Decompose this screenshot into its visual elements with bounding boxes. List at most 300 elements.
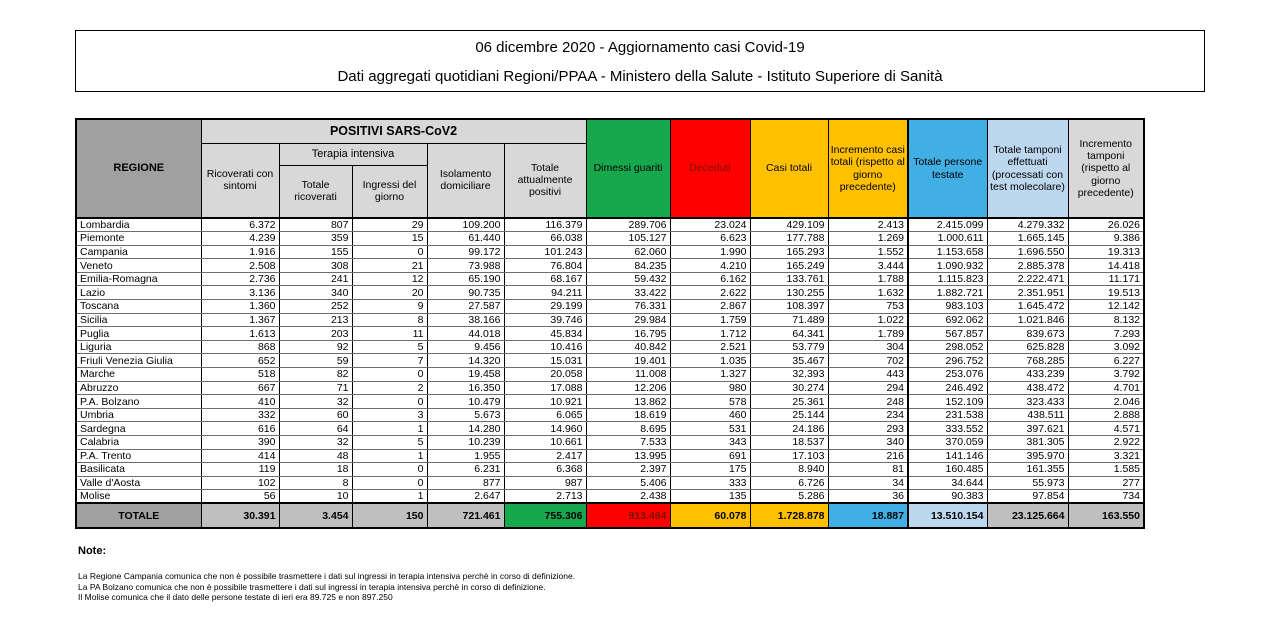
table-cell: 296.752 xyxy=(908,354,987,368)
table-cell: 3.136 xyxy=(201,286,279,300)
region-name: Basilicata xyxy=(76,463,201,477)
table-cell: 6.623 xyxy=(670,232,750,246)
table-cell: 14.960 xyxy=(504,422,586,436)
table-cell: 29.199 xyxy=(504,300,586,314)
report-title: 06 dicembre 2020 - Aggiornamento casi Covid-19 xyxy=(475,39,805,56)
table-cell: 433.239 xyxy=(987,368,1068,382)
table-cell: 1.367 xyxy=(201,313,279,327)
table-cell: 333.552 xyxy=(908,422,987,436)
table-cell: 19.401 xyxy=(586,354,670,368)
table-cell: 691 xyxy=(670,449,750,463)
table-cell: 13.862 xyxy=(586,395,670,409)
table-cell: 20.058 xyxy=(504,368,586,382)
table-cell: 253.076 xyxy=(908,368,987,382)
table-cell: 81 xyxy=(828,463,908,477)
table-cell: 2.622 xyxy=(670,286,750,300)
table-cell: 4.571 xyxy=(1068,422,1144,436)
table-cell: 397.621 xyxy=(987,422,1068,436)
table-cell: 6.227 xyxy=(1068,354,1144,368)
region-name: Liguria xyxy=(76,340,201,354)
table-cell: 983.103 xyxy=(908,300,987,314)
table-cell: 1 xyxy=(352,449,427,463)
table-cell: 155 xyxy=(279,245,352,259)
table-cell: 1.327 xyxy=(670,368,750,382)
table-cell: 625.828 xyxy=(987,340,1068,354)
table-cell: 36 xyxy=(828,490,908,504)
table-cell: 390 xyxy=(201,436,279,450)
table-cell: 30.274 xyxy=(750,381,828,395)
table-cell: 4.210 xyxy=(670,259,750,273)
table-cell: 11.171 xyxy=(1068,272,1144,286)
table-cell: 10.661 xyxy=(504,436,586,450)
table-row xyxy=(76,408,1144,422)
table-cell: 1.632 xyxy=(828,286,908,300)
table-cell: 165.293 xyxy=(750,245,828,259)
table-cell: 18.537 xyxy=(750,436,828,450)
table-cell: 10.239 xyxy=(427,436,504,450)
table-cell: 34.644 xyxy=(908,476,987,490)
table-cell: 1.955 xyxy=(427,449,504,463)
table-cell: 14.418 xyxy=(1068,259,1144,273)
table-cell: 1.360 xyxy=(201,300,279,314)
table-row xyxy=(76,327,1144,341)
table-cell: 66.038 xyxy=(504,232,586,246)
table-cell: 19.513 xyxy=(1068,286,1144,300)
table-row xyxy=(76,218,1144,232)
table-cell: 6.231 xyxy=(427,463,504,477)
table-cell: 135 xyxy=(670,490,750,504)
table-cell: 460 xyxy=(670,408,750,422)
col-header-tamponi: Totale tamponi effettuati (processati con test molecolare) xyxy=(987,119,1068,218)
table-row xyxy=(76,368,1144,382)
table-cell: 38.166 xyxy=(427,313,504,327)
region-name: Toscana xyxy=(76,300,201,314)
col-header-incremento-tamponi: Incremento tamponi (rispetto al giorno precedente) xyxy=(1068,119,1144,218)
table-row xyxy=(76,245,1144,259)
table-cell: 2.222.471 xyxy=(987,272,1068,286)
table-cell: 48 xyxy=(279,449,352,463)
table-cell: 578 xyxy=(670,395,750,409)
table-cell: 11 xyxy=(352,327,427,341)
table-cell: 340 xyxy=(828,436,908,450)
table-cell: 99.172 xyxy=(427,245,504,259)
table-cell: 1.090.932 xyxy=(908,259,987,273)
table-cell: 59.432 xyxy=(586,272,670,286)
table-cell: 64.341 xyxy=(750,327,828,341)
table-cell: 1.759 xyxy=(670,313,750,327)
table-row xyxy=(76,449,1144,463)
table-cell: 5 xyxy=(352,436,427,450)
table-row xyxy=(76,340,1144,354)
table-cell: 10.479 xyxy=(427,395,504,409)
table-cell: 130.255 xyxy=(750,286,828,300)
table-cell: 55.973 xyxy=(987,476,1068,490)
table-cell: 2.521 xyxy=(670,340,750,354)
table-cell: 333 xyxy=(670,476,750,490)
table-cell: 15.031 xyxy=(504,354,586,368)
region-name: Calabria xyxy=(76,436,201,450)
region-name: Campania xyxy=(76,245,201,259)
table-cell: 101.243 xyxy=(504,245,586,259)
table-row xyxy=(76,463,1144,477)
table-cell: 45.834 xyxy=(504,327,586,341)
table-body xyxy=(76,218,1144,528)
table-cell: 323.433 xyxy=(987,395,1068,409)
table-cell: 76.804 xyxy=(504,259,586,273)
table-cell: 150 xyxy=(352,503,427,528)
table-cell: 3.092 xyxy=(1068,340,1144,354)
table-cell: 68.167 xyxy=(504,272,586,286)
table-row xyxy=(76,300,1144,314)
table-cell: 203 xyxy=(279,327,352,341)
table-cell: 1 xyxy=(352,490,427,504)
table-cell: 32.393 xyxy=(750,368,828,382)
table-cell: 10.416 xyxy=(504,340,586,354)
table-cell: 16.795 xyxy=(586,327,670,341)
table-cell: 1.021.846 xyxy=(987,313,1068,327)
total-label: TOTALE xyxy=(76,503,201,528)
table-cell: 8.695 xyxy=(586,422,670,436)
table-cell: 2.508 xyxy=(201,259,279,273)
table-cell: 1.645.472 xyxy=(987,300,1068,314)
table-cell: 2.351.951 xyxy=(987,286,1068,300)
table-cell: 9.386 xyxy=(1068,232,1144,246)
table-cell: 1.153.658 xyxy=(908,245,987,259)
table-cell: 10.921 xyxy=(504,395,586,409)
table-cell: 0 xyxy=(352,463,427,477)
table-cell: 1.916 xyxy=(201,245,279,259)
table-cell: 308 xyxy=(279,259,352,273)
table-cell: 3 xyxy=(352,408,427,422)
table-cell: 234 xyxy=(828,408,908,422)
table-cell: 8 xyxy=(279,476,352,490)
table-cell: 13.995 xyxy=(586,449,670,463)
table-cell: 1.990 xyxy=(670,245,750,259)
table-cell: 5.406 xyxy=(586,476,670,490)
table-cell: 177.788 xyxy=(750,232,828,246)
col-header-isolamento-domiciliare: Isolamento domiciliare xyxy=(427,143,504,218)
table-cell: 616 xyxy=(201,422,279,436)
region-name: P.A. Bolzano xyxy=(76,395,201,409)
table-cell: 105.127 xyxy=(586,232,670,246)
table-cell: 1.696.550 xyxy=(987,245,1068,259)
table-cell: 165.249 xyxy=(750,259,828,273)
region-name: Sicilia xyxy=(76,313,201,327)
table-cell: 24.186 xyxy=(750,422,828,436)
region-name: Emilia-Romagna xyxy=(76,272,201,286)
table-cell: 90.735 xyxy=(427,286,504,300)
table-row xyxy=(76,232,1144,246)
total-row xyxy=(76,503,1144,528)
table-cell: 980 xyxy=(670,381,750,395)
table-cell: 0 xyxy=(352,368,427,382)
table-cell: 23.125.664 xyxy=(987,503,1068,528)
table-row xyxy=(76,422,1144,436)
table-cell: 2.647 xyxy=(427,490,504,504)
table-cell: 7.293 xyxy=(1068,327,1144,341)
table-cell: 116.379 xyxy=(504,218,586,232)
region-name: Valle d'Aosta xyxy=(76,476,201,490)
table-cell: 1.585 xyxy=(1068,463,1144,477)
table-cell: 755.306 xyxy=(504,503,586,528)
table-cell: 12 xyxy=(352,272,427,286)
table-cell: 29.984 xyxy=(586,313,670,327)
table-cell: 141.146 xyxy=(908,449,987,463)
table-row xyxy=(76,272,1144,286)
table-cell: 1.552 xyxy=(828,245,908,259)
table-cell: 246.492 xyxy=(908,381,987,395)
table-cell: 1.728.878 xyxy=(750,503,828,528)
table-cell: 18.887 xyxy=(828,503,908,528)
table-cell: 395.970 xyxy=(987,449,1068,463)
table-cell: 20 xyxy=(352,286,427,300)
table-cell: 25.361 xyxy=(750,395,828,409)
col-header-incremento-casi: Incremento casi totali (rispetto al giorno precedente) xyxy=(828,119,908,218)
notes-section xyxy=(78,545,575,603)
notes-label: Note: xyxy=(78,545,107,557)
table-cell: 2.413 xyxy=(828,218,908,232)
table-cell: 370.059 xyxy=(908,436,987,450)
table-cell: 73.988 xyxy=(427,259,504,273)
table-cell: 4.701 xyxy=(1068,381,1144,395)
table-cell: 1.613 xyxy=(201,327,279,341)
table-cell: 768.285 xyxy=(987,354,1068,368)
region-name: Piemonte xyxy=(76,232,201,246)
table-cell: 753 xyxy=(828,300,908,314)
col-header-regione: REGIONE xyxy=(76,119,201,218)
table-cell: 11.008 xyxy=(586,368,670,382)
table-cell: 0 xyxy=(352,245,427,259)
table-cell: 414 xyxy=(201,449,279,463)
table-cell: 23.024 xyxy=(670,218,750,232)
table-header xyxy=(76,119,1144,218)
table-cell: 987 xyxy=(504,476,586,490)
table-cell: 1.789 xyxy=(828,327,908,341)
table-cell: 1.269 xyxy=(828,232,908,246)
table-cell: 359 xyxy=(279,232,352,246)
region-name: Abruzzo xyxy=(76,381,201,395)
table-cell: 3.454 xyxy=(279,503,352,528)
table-row xyxy=(76,354,1144,368)
table-cell: 231.538 xyxy=(908,408,987,422)
col-header-ricoverati-con-sintomi: Ricoverati con sintomi xyxy=(201,143,279,218)
table-cell: 12.142 xyxy=(1068,300,1144,314)
table-cell: 734 xyxy=(1068,490,1144,504)
table-cell: 30.391 xyxy=(201,503,279,528)
table-cell: 2.397 xyxy=(586,463,670,477)
table-cell: 32 xyxy=(279,395,352,409)
table-cell: 1.035 xyxy=(670,354,750,368)
table-cell: 64 xyxy=(279,422,352,436)
table-cell: 1.882.721 xyxy=(908,286,987,300)
table-cell: 241 xyxy=(279,272,352,286)
table-cell: 61.440 xyxy=(427,232,504,246)
table-cell: 289.706 xyxy=(586,218,670,232)
table-cell: 2.922 xyxy=(1068,436,1144,450)
region-name: Lazio xyxy=(76,286,201,300)
table-cell: 877 xyxy=(427,476,504,490)
table-cell: 102 xyxy=(201,476,279,490)
table-cell: 692.062 xyxy=(908,313,987,327)
table-cell: 14.280 xyxy=(427,422,504,436)
table-cell: 531 xyxy=(670,422,750,436)
table-cell: 2.438 xyxy=(586,490,670,504)
table-cell: 721.461 xyxy=(427,503,504,528)
table-cell: 19.458 xyxy=(427,368,504,382)
table-cell: 438.511 xyxy=(987,408,1068,422)
table-cell: 84.235 xyxy=(586,259,670,273)
region-name: Molise xyxy=(76,490,201,504)
region-name: Umbria xyxy=(76,408,201,422)
table-cell: 26.026 xyxy=(1068,218,1144,232)
table-cell: 2.046 xyxy=(1068,395,1144,409)
table-cell: 133.761 xyxy=(750,272,828,286)
table-cell: 3.444 xyxy=(828,259,908,273)
table-cell: 60.078 xyxy=(670,503,750,528)
table-cell: 40.842 xyxy=(586,340,670,354)
table-cell: 108.397 xyxy=(750,300,828,314)
table-cell: 3.321 xyxy=(1068,449,1144,463)
table-cell: 94.211 xyxy=(504,286,586,300)
table-cell: 8.940 xyxy=(750,463,828,477)
col-header-ingressi-del-giorno: Ingressi del giorno xyxy=(352,165,427,218)
table-cell: 839.673 xyxy=(987,327,1068,341)
table-cell: 6.368 xyxy=(504,463,586,477)
table-cell: 13.510.154 xyxy=(908,503,987,528)
table-row xyxy=(76,286,1144,300)
table-cell: 429.109 xyxy=(750,218,828,232)
table-cell: 567.857 xyxy=(908,327,987,341)
table-cell: 12.206 xyxy=(586,381,670,395)
table-cell: 8.132 xyxy=(1068,313,1144,327)
table-cell: 343 xyxy=(670,436,750,450)
table-cell: 163.550 xyxy=(1068,503,1144,528)
region-name: Sardegna xyxy=(76,422,201,436)
table-cell: 248 xyxy=(828,395,908,409)
col-header-casi-totali: Casi totali xyxy=(750,119,828,218)
col-header-persone-testate: Totale persone testate xyxy=(908,119,987,218)
table-row xyxy=(76,490,1144,504)
table-cell: 2.415.099 xyxy=(908,218,987,232)
table-cell: 6.372 xyxy=(201,218,279,232)
report-header xyxy=(75,30,1205,92)
table-cell: 868 xyxy=(201,340,279,354)
covid-data-table xyxy=(75,118,1145,529)
table-cell: 5.673 xyxy=(427,408,504,422)
table-cell: 39.746 xyxy=(504,313,586,327)
table-cell: 60 xyxy=(279,408,352,422)
table-cell: 10 xyxy=(279,490,352,504)
table-cell: 2.885.378 xyxy=(987,259,1068,273)
region-name: P.A. Trento xyxy=(76,449,201,463)
table-cell: 33.422 xyxy=(586,286,670,300)
table-cell: 340 xyxy=(279,286,352,300)
table-cell: 5 xyxy=(352,340,427,354)
region-name: Marche xyxy=(76,368,201,382)
table-cell: 0 xyxy=(352,476,427,490)
table-cell: 2.736 xyxy=(201,272,279,286)
table-cell: 17.103 xyxy=(750,449,828,463)
table-cell: 34 xyxy=(828,476,908,490)
table-cell: 97.854 xyxy=(987,490,1068,504)
table-cell: 119 xyxy=(201,463,279,477)
region-name: Puglia xyxy=(76,327,201,341)
table-cell: 277 xyxy=(1068,476,1144,490)
col-header-totale-ricoverati: Totale ricoverati xyxy=(279,165,352,218)
table-cell: 2.713 xyxy=(504,490,586,504)
table-cell: 71 xyxy=(279,381,352,395)
table-row xyxy=(76,313,1144,327)
table-cell: 109.200 xyxy=(427,218,504,232)
table-cell: 65.190 xyxy=(427,272,504,286)
table-cell: 32 xyxy=(279,436,352,450)
table-cell: 7.533 xyxy=(586,436,670,450)
table-cell: 76.331 xyxy=(586,300,670,314)
table-row xyxy=(76,259,1144,273)
table-cell: 175 xyxy=(670,463,750,477)
table-cell: 3.792 xyxy=(1068,368,1144,382)
table-cell: 216 xyxy=(828,449,908,463)
table-cell: 1.022 xyxy=(828,313,908,327)
table-cell: 44.018 xyxy=(427,327,504,341)
table-cell: 8 xyxy=(352,313,427,327)
table-cell: 9.456 xyxy=(427,340,504,354)
table-cell: 90.383 xyxy=(908,490,987,504)
table-cell: 518 xyxy=(201,368,279,382)
table-row xyxy=(76,395,1144,409)
table-cell: 15 xyxy=(352,232,427,246)
table-cell: 53.779 xyxy=(750,340,828,354)
note-line-campania: La Regione Campania comunica che non è possibile trasmettere i dati sul ingressi in terapia intensiva perchè in corso di definizione. xyxy=(78,571,576,581)
table-cell: 702 xyxy=(828,354,908,368)
table-cell: 1.115.823 xyxy=(908,272,987,286)
table-cell: 9 xyxy=(352,300,427,314)
table-cell: 18 xyxy=(279,463,352,477)
table-cell: 2.417 xyxy=(504,449,586,463)
table-cell: 82 xyxy=(279,368,352,382)
table-cell: 17.088 xyxy=(504,381,586,395)
table-cell: 298.052 xyxy=(908,340,987,354)
table-cell: 14.320 xyxy=(427,354,504,368)
table-cell: 293 xyxy=(828,422,908,436)
table-cell: 2 xyxy=(352,381,427,395)
table-cell: 2.888 xyxy=(1068,408,1144,422)
table-cell: 19.313 xyxy=(1068,245,1144,259)
table-cell: 29 xyxy=(352,218,427,232)
table-cell: 652 xyxy=(201,354,279,368)
table-cell: 807 xyxy=(279,218,352,232)
table-cell: 1.788 xyxy=(828,272,908,286)
table-row xyxy=(76,476,1144,490)
table-cell: 25.144 xyxy=(750,408,828,422)
region-name: Veneto xyxy=(76,259,201,273)
group-header-positivi-sars-cov2: POSITIVI SARS-CoV2 xyxy=(201,119,586,143)
group-header-terapia-intensiva: Terapia intensiva xyxy=(279,143,427,165)
table-cell: 252 xyxy=(279,300,352,314)
table-cell: 438.472 xyxy=(987,381,1068,395)
table-cell: 304 xyxy=(828,340,908,354)
table-cell: 1.000.611 xyxy=(908,232,987,246)
table-cell: 1.665.145 xyxy=(987,232,1068,246)
table-cell: 7 xyxy=(352,354,427,368)
table-cell: 21 xyxy=(352,259,427,273)
note-line-bolzano: La PA Bolzano comunica che non è possibile trasmettere i dati sul ingressi in terapia intensiva perchè in corso di definizione. xyxy=(78,581,546,592)
table-row xyxy=(76,381,1144,395)
table-cell: 5.286 xyxy=(750,490,828,504)
report-subtitle: Dati aggregati quotidiani Regioni/PPAA - Ministero della Salute - Istituto Superiore di Sanità xyxy=(337,68,943,85)
table-cell: 160.485 xyxy=(908,463,987,477)
table-cell: 18.619 xyxy=(586,408,670,422)
